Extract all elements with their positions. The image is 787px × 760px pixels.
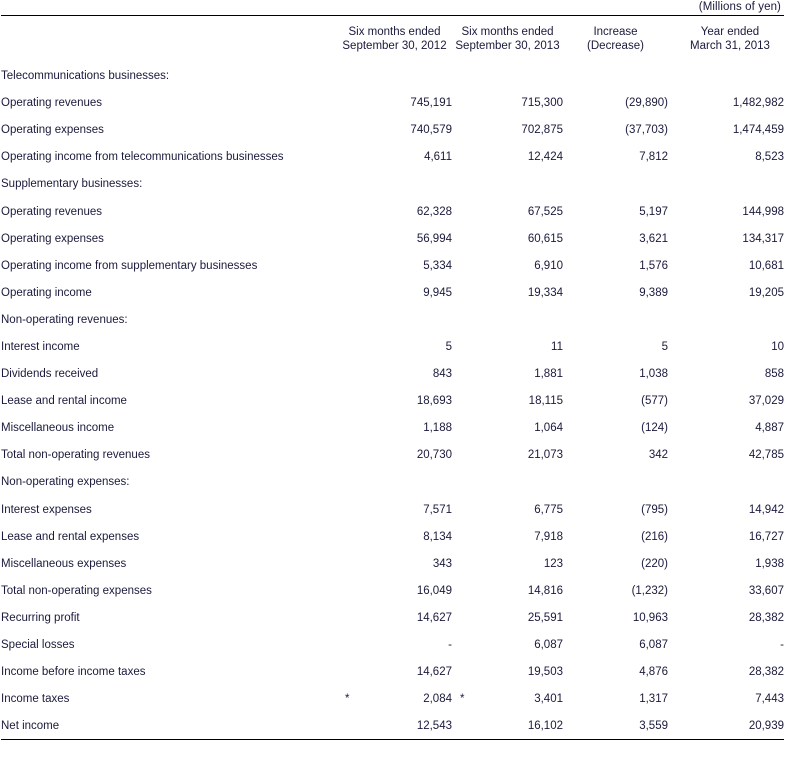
cell-value: 33,607 (748, 584, 784, 597)
cell-value: 8,523 (755, 151, 784, 164)
cell-h1-2012 (337, 469, 452, 496)
table-row (1, 198, 784, 225)
cell-value: 20,730 (416, 449, 452, 462)
cell-value: 7,443 (755, 693, 784, 706)
row-label: Recurring profit (1, 611, 80, 624)
cell-h1-2013 (452, 279, 563, 306)
cell-fy2013 (676, 388, 784, 415)
column-gutter (668, 252, 676, 279)
cell-h1-2013 (452, 713, 563, 740)
column-gutter (668, 496, 676, 523)
header-cell-label (1, 16, 337, 63)
header-line1: Year ended (700, 26, 760, 39)
cell-fy2013 (676, 686, 784, 713)
table-row (1, 306, 784, 333)
cell-value: 1,938 (755, 557, 784, 570)
cell-value: 745,191 (410, 97, 452, 110)
row-label: Interest expenses (1, 503, 92, 516)
cell-value: 715,300 (521, 97, 563, 110)
cell-value: (577) (641, 395, 668, 408)
column-gutter (668, 604, 676, 631)
header-line1: Six months ended (348, 26, 441, 39)
cell-value: 10,681 (748, 259, 784, 272)
column-gutter (668, 63, 676, 90)
column-gutter (668, 279, 676, 306)
row-label: Special losses (1, 639, 75, 652)
cell-value: - (448, 639, 452, 652)
table-row (1, 333, 784, 360)
cell-h1-2013 (452, 496, 563, 523)
cell-value: 4,876 (639, 666, 668, 679)
table-header (1, 16, 784, 63)
row-label: Income taxes (1, 693, 70, 706)
cell-h1-2012 (337, 686, 452, 713)
cell-value: 16,102 (527, 720, 563, 733)
cell-h1-2012 (337, 144, 452, 171)
table-row (1, 415, 784, 442)
cell-value: 5,197 (639, 205, 668, 218)
table-row (1, 252, 784, 279)
row-label: Dividends received (1, 368, 99, 381)
table-row (1, 577, 784, 604)
cell-change (563, 659, 668, 686)
cell-value: 21,073 (527, 449, 563, 462)
cell-fy2013 (676, 577, 784, 604)
cell-value: 42,785 (748, 449, 784, 462)
cell-change (563, 550, 668, 577)
cell-value: 6,775 (534, 503, 563, 516)
cell-value: 28,382 (748, 666, 784, 679)
cell-h1-2013 (452, 415, 563, 442)
column-gutter (668, 198, 676, 225)
cell-h1-2013 (452, 252, 563, 279)
cell-value: 702,875 (521, 124, 563, 137)
column-gutter (668, 333, 676, 360)
cell-h1-2013 (452, 90, 563, 117)
cell-change (563, 496, 668, 523)
cell-h1-2012 (337, 306, 452, 333)
table-row (1, 659, 784, 686)
column-gutter (668, 171, 676, 198)
cell-value: 14,627 (416, 611, 452, 624)
cell-value: 5 (445, 340, 452, 353)
row-label: Supplementary businesses: (1, 178, 143, 191)
cell-value: 14,627 (416, 666, 452, 679)
cell-h1-2012 (337, 523, 452, 550)
cell-value: (29,890) (625, 97, 668, 110)
cell-value: 5,334 (423, 259, 452, 272)
column-gutter (668, 686, 676, 713)
cell-value: 12,424 (527, 151, 563, 164)
cell-change (563, 469, 668, 496)
cell-value: 10,963 (632, 611, 668, 624)
table-row (1, 550, 784, 577)
cell-h1-2012 (337, 198, 452, 225)
cell-value: 8,134 (423, 530, 452, 543)
cell-change (563, 252, 668, 279)
cell-h1-2012 (337, 550, 452, 577)
header-line1: Six months ended (461, 26, 554, 39)
table-row (1, 496, 784, 523)
header-line2: September 30, 2012 (342, 40, 447, 53)
cell-h1-2013 (452, 225, 563, 252)
table-row (1, 713, 784, 740)
header-cell-fy2013 (676, 16, 784, 63)
cell-value: (795) (641, 503, 668, 516)
row-label: Net income (1, 720, 60, 733)
row-label: Miscellaneous expenses (1, 557, 127, 570)
cell-value: 7,571 (423, 503, 452, 516)
cell-value: 4,887 (755, 422, 784, 435)
cell-value: 123 (543, 557, 563, 570)
cell-h1-2013 (452, 117, 563, 144)
cell-value: (37,703) (625, 124, 668, 137)
cell-h1-2013 (452, 604, 563, 631)
cell-h1-2012 (337, 496, 452, 523)
cell-value: (1,232) (631, 584, 668, 597)
column-gutter (668, 631, 676, 658)
cell-value: - (780, 639, 784, 652)
cell-change (563, 415, 668, 442)
cell-change (563, 631, 668, 658)
header-row (1, 16, 784, 63)
cell-h1-2012 (337, 388, 452, 415)
cell-value: 16,049 (416, 584, 452, 597)
cell-value: 16,727 (748, 530, 784, 543)
cell-h1-2013 (452, 361, 563, 388)
cell-change (563, 713, 668, 740)
cell-h1-2012 (337, 171, 452, 198)
row-label: Operating revenues (1, 97, 103, 110)
cell-value: 56,994 (416, 232, 452, 245)
column-gutter (668, 577, 676, 604)
cell-value: 342 (648, 449, 668, 462)
cell-value: 19,205 (748, 286, 784, 299)
cell-h1-2012 (337, 117, 452, 144)
row-label: Non-operating expenses: (1, 476, 130, 489)
row-label: Interest income (1, 340, 80, 353)
cell-fy2013 (676, 415, 784, 442)
table-row (1, 171, 784, 198)
cell-fy2013 (676, 713, 784, 740)
cell-fy2013 (676, 171, 784, 198)
cell-change (563, 144, 668, 171)
cell-h1-2013 (452, 388, 563, 415)
column-gutter (668, 16, 676, 63)
cell-value: 19,334 (527, 286, 563, 299)
header-line2: September 30, 2013 (455, 40, 560, 53)
header-line2: March 31, 2013 (690, 40, 770, 53)
cell-fy2013 (676, 469, 784, 496)
cell-h1-2013 (452, 550, 563, 577)
cell-h1-2013 (452, 577, 563, 604)
cell-change (563, 604, 668, 631)
cell-value: 1,317 (639, 693, 668, 706)
cell-value: (124) (641, 422, 668, 435)
cell-value: 19,503 (527, 666, 563, 679)
cell-value: 6,087 (639, 639, 668, 652)
table-row (1, 144, 784, 171)
row-label: Operating income from telecommunications businesses (1, 151, 284, 164)
cell-h1-2012 (337, 415, 452, 442)
row-label: Miscellaneous income (1, 422, 115, 435)
cell-fy2013 (676, 550, 784, 577)
cell-value: 343 (432, 557, 452, 570)
cell-value: 1,881 (534, 368, 563, 381)
cell-h1-2012 (337, 577, 452, 604)
column-gutter (668, 469, 676, 496)
unit-caption: (Millions of yen) (698, 1, 781, 13)
cell-change (563, 388, 668, 415)
cell-h1-2012 (337, 713, 452, 740)
column-gutter (668, 388, 676, 415)
cell-change (563, 442, 668, 469)
cell-change (563, 225, 668, 252)
cell-fy2013 (676, 604, 784, 631)
cell-h1-2012 (337, 659, 452, 686)
column-gutter (668, 415, 676, 442)
cell-fy2013 (676, 361, 784, 388)
cell-value: 25,591 (527, 611, 563, 624)
cell-change (563, 361, 668, 388)
cell-fy2013 (676, 631, 784, 658)
column-gutter (668, 713, 676, 740)
cell-change (563, 686, 668, 713)
table-row (1, 388, 784, 415)
cell-value: 3,559 (639, 720, 668, 733)
cell-value: 9,389 (639, 286, 668, 299)
cell-value: 3,401 (534, 693, 563, 706)
column-gutter (668, 117, 676, 144)
cell-h1-2013 (452, 144, 563, 171)
cell-h1-2013 (452, 198, 563, 225)
table-row (1, 361, 784, 388)
cell-value: 858 (764, 368, 784, 381)
cell-fy2013 (676, 496, 784, 523)
cell-value: 11 (551, 340, 563, 353)
cell-value: 3,621 (639, 232, 668, 245)
cell-fy2013 (676, 523, 784, 550)
cell-change (563, 198, 668, 225)
cell-value: (220) (641, 557, 668, 570)
cell-h1-2013 (452, 171, 563, 198)
header-cell-h1-2013 (452, 16, 563, 63)
cell-h1-2012 (337, 361, 452, 388)
column-gutter (668, 550, 676, 577)
cell-value: 6,910 (534, 259, 563, 272)
cell-change (563, 306, 668, 333)
cell-fy2013 (676, 442, 784, 469)
cell-value: 20,939 (748, 720, 784, 733)
cell-value: 843 (432, 368, 452, 381)
cell-value: 1,064 (534, 422, 563, 435)
cell-value: 6,087 (534, 639, 563, 652)
table-row (1, 631, 784, 658)
income-statement-table (1, 15, 784, 740)
cell-h1-2012 (337, 252, 452, 279)
cell-h1-2012 (337, 279, 452, 306)
cell-value: 9,945 (423, 286, 452, 299)
cell-h1-2013 (452, 442, 563, 469)
cell-change (563, 171, 668, 198)
cell-h1-2012 (337, 333, 452, 360)
asterisk-marker: * (460, 693, 465, 706)
table-row (1, 225, 784, 252)
cell-value: 62,328 (416, 205, 452, 218)
cell-value: 12,543 (416, 720, 452, 733)
cell-value: 18,115 (528, 395, 563, 408)
cell-h1-2012 (337, 442, 452, 469)
cell-change (563, 333, 668, 360)
table-row (1, 686, 784, 713)
column-gutter (668, 659, 676, 686)
table-row (1, 604, 784, 631)
table-row (1, 279, 784, 306)
cell-change (563, 279, 668, 306)
table-row (1, 63, 784, 90)
cell-value: 14,816 (527, 584, 563, 597)
cell-h1-2012 (337, 63, 452, 90)
header-cell-h1-2012 (337, 16, 452, 63)
table-row (1, 90, 784, 117)
column-gutter (668, 361, 676, 388)
cell-value: 14,942 (748, 503, 784, 516)
cell-change (563, 90, 668, 117)
cell-value: 144,998 (742, 205, 784, 218)
cell-fy2013 (676, 252, 784, 279)
cell-change (563, 63, 668, 90)
column-gutter (668, 442, 676, 469)
cell-fy2013 (676, 198, 784, 225)
row-label: Telecommunications businesses: (1, 70, 170, 83)
cell-h1-2012 (337, 225, 452, 252)
column-gutter (668, 90, 676, 117)
cell-h1-2013 (452, 306, 563, 333)
cell-value: 1,038 (639, 368, 668, 381)
row-label: Non-operating revenues: (1, 313, 128, 326)
row-label: Operating income (1, 286, 92, 299)
cell-value: 1,188 (423, 422, 452, 435)
table-row (1, 469, 784, 496)
row-label: Lease and rental income (1, 395, 127, 408)
cell-value: (216) (641, 530, 668, 543)
cell-fy2013 (676, 659, 784, 686)
cell-h1-2013 (452, 686, 563, 713)
cell-h1-2012 (337, 90, 452, 117)
table-row (1, 442, 784, 469)
table-body (1, 63, 784, 740)
row-label: Operating expenses (1, 124, 104, 137)
row-label: Operating revenues (1, 205, 103, 218)
asterisk-marker: * (345, 693, 350, 706)
cell-fy2013 (676, 225, 784, 252)
cell-value: 1,576 (639, 259, 668, 272)
cell-value: 67,525 (527, 205, 563, 218)
cell-fy2013 (676, 306, 784, 333)
cell-value: 4,611 (424, 151, 452, 164)
header-line1: Increase (593, 26, 638, 39)
cell-h1-2013 (452, 523, 563, 550)
cell-value: 740,579 (410, 124, 452, 137)
cell-fy2013 (676, 279, 784, 306)
cell-value: 60,615 (527, 232, 563, 245)
header-cell-change (563, 16, 668, 63)
cell-h1-2013 (452, 631, 563, 658)
cell-h1-2013 (452, 333, 563, 360)
table-row (1, 523, 784, 550)
column-gutter (668, 225, 676, 252)
column-gutter (668, 523, 676, 550)
cell-change (563, 523, 668, 550)
cell-fy2013 (676, 90, 784, 117)
column-gutter (668, 306, 676, 333)
cell-change (563, 577, 668, 604)
row-label: Operating income from supplementary businesses (1, 259, 258, 272)
cell-value: 134,317 (742, 232, 784, 245)
cell-value: 5 (661, 340, 668, 353)
row-label: Total non-operating revenues (1, 449, 150, 462)
cell-value: 37,029 (748, 395, 784, 408)
cell-value: 7,918 (534, 530, 563, 543)
cell-value: 1,474,459 (732, 124, 784, 137)
cell-fy2013 (676, 117, 784, 144)
cell-value: 2,084 (423, 693, 452, 706)
cell-h1-2013 (452, 469, 563, 496)
cell-h1-2013 (452, 659, 563, 686)
row-label: Operating expenses (1, 232, 104, 245)
row-label: Income before income taxes (1, 666, 146, 679)
cell-h1-2012 (337, 631, 452, 658)
header-line2: (Decrease) (587, 40, 644, 53)
cell-value: 28,382 (748, 611, 784, 624)
cell-value: 1,482,982 (732, 97, 784, 110)
cell-fy2013 (676, 333, 784, 360)
cell-h1-2012 (337, 604, 452, 631)
cell-value: 18,693 (416, 395, 452, 408)
cell-change (563, 117, 668, 144)
table-row (1, 117, 784, 144)
column-gutter (668, 144, 676, 171)
row-label: Total non-operating expenses (1, 584, 152, 597)
cell-value: 7,812 (639, 151, 668, 164)
cell-value: 10 (771, 340, 784, 353)
cell-fy2013 (676, 63, 784, 90)
cell-fy2013 (676, 144, 784, 171)
row-label: Lease and rental expenses (1, 530, 140, 543)
cell-h1-2013 (452, 63, 563, 90)
